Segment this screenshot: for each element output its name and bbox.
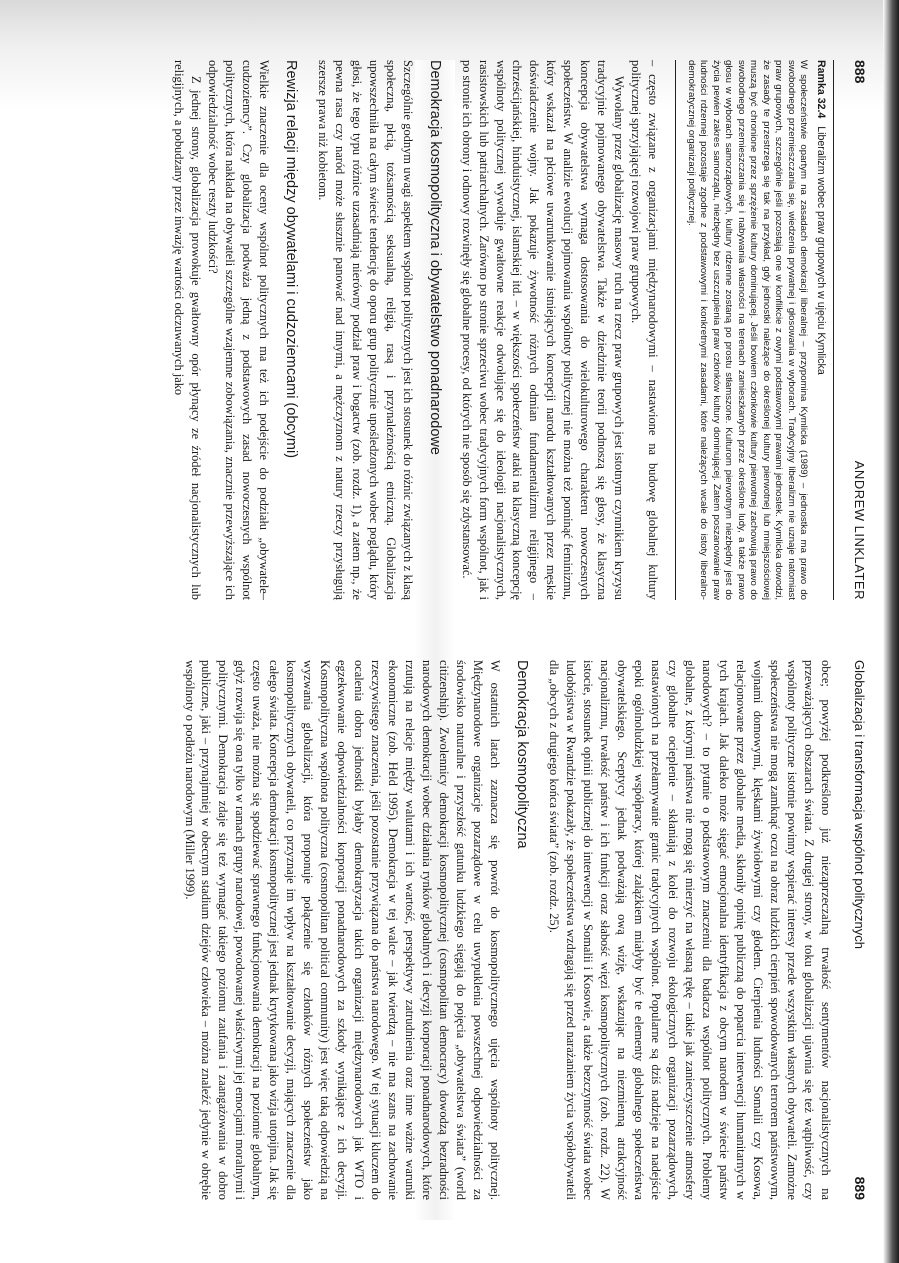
section-heading: Rewizja relacji między obywatelami i cudzoziemcami (obcymi) — [282, 60, 299, 459]
paragraph: Szczególnie godnym uwagi aspektem wspólnot politycznych jest ich stosunek do różnic związanych z klasą społeczną, płcią, tożsamością seksualną, religią, rasą i przynależnością etniczną. Globalizacja upowszechniła na całym świecie tendencję do oporu grup politycznie upośledzonych wobec poglądu, który głosi, że tego typu różnice uzasadniają nierówny podział praw i bogactw (zob. rozdz. 1), a zatem np., że pewna rasa czy naród może słusznie panować nad innymi, a mężczyznom z natury rzeczy przysługują szersze prawa niż kobietom. — [315, 60, 415, 600]
left-running-head — [850, 60, 869, 600]
paragraph: W ostatnich latach zaznacza się powrót do kosmopolitycznego ujęcia wspólnoty politycznej. Międzynarodowe organizacje pozarządowe w celu uwypuklenia powszechnej odpowiedzialności za środowisko naturalne i przyszłość gatunku ludzkiego sięgają do pojęcia „obywatelstwa świata” (world citizenship). Zwolennicy demokracji kosmopolitycznej (cosmopolitan democracy) dowodzą bezradności narodowych demokracji wobec działania rynków globalnych i decyzji korporacji ponadnarodowych, które rzutują na relacje między walutami i ich wartość, perspektywy zatrudnienia oraz inne ważne warunki ekonomiczne (zob. Held 1995). Demokracja w tej walce – jak twierdzą – nie ma szans na zachowanie rzeczywistego znaczenia, jeśli pozostanie przywiązana do państwa narodowego. W tej sytuacji kluczem do ocalenia dobra jednostki byłaby demokratyzacja takich organizacji międzynarodowych jak WTO i egzekwowanie odpowiedzialności korporacji ponadnarodowych za szkody wynikające z ich decyzji. Kosmopolityczna wspólnota polityczna (cosmopolitan political community) jest więc taką odpowiedzią na wyzwania globalizacji, która proponuje połączenie się członków różnych społeczeństw jako kosmopolitycznych obywateli, co przyznaje im wpływ na kształtowanie decyzji, mających znaczenie dla całego świata. Koncepcja demokracji kosmopolitycznej jest jednak krytykowana jako wizja utopijna. Jak się często uważa, nie można się spodziewać sprawnego funkcjonowania demokracji na poziomie globalnym, gdyż rozwija się ona tylko w ramach grupy narodowej, powodowanej właściwymi jej emocjami moralnymi i politycznymi. Demokracja zdaje się też wymagać takiego poziomu zaufania i zaangażowania w dobro publiczne, jaki – przynajmniej w obecnym stadium dziejów człowieka – można znaleźć jedynie w obrębie wspólnoty o podłożu narodowym (Miller 1999). — [182, 660, 503, 1200]
text-box-32-4 — [675, 60, 833, 600]
box-label: Ramka 32.4 — [814, 60, 827, 119]
paragraph: Wywołany przez globalizację masowy ruch na rzecz praw grupowych jest istotnym czynnikiem kryzysu tradycyjnie pojmowanego obywatelstwa. Także w dziedzinie teorii podnoszą się głosy, że klasyczna koncepcja obywatelstwa wymaga dostosowania do wielokulturowego charakteru nowoczesnych społeczeństw. W analizie ewolucji pojmowania wspólnoty politycznej nie można też pominąć feminizmu, który wskazał na płciowe uwarunkowanie istniejących koncepcji narodu kształtowanych przez męskie doświadczenie wojny. Jak pokazuje żywotność różnych odmian fundamentalizmu religijnego – chrześcijańskiej, hinduistycznej, islamskiej itd. – w większości społeczeństw ataki na klasyczną koncepcję wspólnoty politycznej wywołuje gwałtowne reakcje odwołujące się do ideologii nacjonalistycznych, rasistowskich lub patriarchalnych. Zarówno po stronie sprzeciwu wobec tradycyjnych form wspólnot, jak i po stronie ich obrony i odnowy rozwinęły się globalne procesy, od których nie sposób się zdystansować. — [459, 60, 627, 600]
left-page — [29, 60, 869, 600]
section-heading: Demokracja kosmopolityczna i obywatelstwo ponadnarodowe — [426, 60, 443, 455]
right-running-head — [850, 660, 869, 1200]
running-author: ANDREW LINKLATER — [852, 460, 867, 600]
box-body: W społeczeństwie opartym na zasadach demokracji liberalnej – przypomina Kymlicka (1989) – jednostka ma prawo do swobodnego przemieszczania się, wiedzenia prywatnej i głosowania w wyborach. Tradycyjny liberalizm nie uznaje natomiast praw grupowych, szczególnie jeśli pozostają one w konflikcie z owymi podstawowymi prawami jednostek. Kymlicka dowodzi, że zasady te przestrzega się tak na przykład, gdy jednostki należące do określonej kultury pierwotnej lub mniejszościowej muszą być chronione przez sprzężenie kultury dominującej. Jeśli bowiem członkowie kultury pierwotnej zachowują prawo do swobodnego przemieszczania się i nabywania własności na terenach zamieszkanych przez określone ludy, a także prawo głosu w wyborach samorządowych, kultury rdzenne zostaną po prostu stłamszone. Kulturom pierwotnym niezbędny jest do życia pewien zakres samorządu, niezbędny bez uszczuplenia praw członków kultury dominującej. Zatem poszanowanie praw ludności rdzennej pozostaje zgodne z podstawowymi i konkretnymi zasadami, które należących wcale do istoty liberalno-demokratycznej organizacji politycznej. — [685, 60, 810, 600]
box-title — [813, 60, 827, 600]
section-heading: Demokracja kosmopolityczna — [514, 660, 531, 849]
box-heading: Liberalizm wobec praw grupowych w ujęciu Kymlicka — [814, 126, 827, 375]
paragraph: Z jednej strony, globalizacja prowokuje gwałtowny opór płynący ze źródeł nacjonalistycznych lub religijnych, a pobudzany przez inwazję wartości odczuwanych jako — [172, 60, 203, 600]
right-page — [29, 660, 869, 1200]
page-number-right: 889 — [852, 1176, 868, 1200]
running-title: Globalizacja i transformacja wspólnot politycznych — [852, 660, 867, 950]
page-number-left: 888 — [852, 60, 868, 84]
paragraph: Wielkie znaczenie dla oceny wspólnot politycznych ma też ich podejście do podziału „obywatele–cudzoziemcy”. Czy globalizacja podważa jedną z podstawowych zasad nowoczesnych wspólnot politycznych, która nakłada na obywateli szczególne wzajemne zobowiązania, znacznie przewyższające ich odpowiedzialność wobec reszty ludzkości? — [205, 60, 271, 600]
paragraph: – często związane z organizacjami międzynarodowymi – nastawione na budowę globalnej kultury politycznej sprzyjającej rozwojowi praw grupowych. — [629, 60, 661, 600]
paragraph: obce; powyżej podkreślono już niezaprzeczalną trwałość sentymentów nacjonalistycznych na przeważających obszarach świata. Z drugiej strony, w toku globalizacji ujawnia się też wątpliwość, czy wspólnoty polityczne istotnie powinny wspierać interesy przede wszystkim własnych obywateli. Zamożne społeczeństwa nie mogą zamknąć oczu na obraz ludzkich cierpień spowodowanych terrorem państwowym, wojnami domowymi, klęskami żywiołowymi czy głodem. Cierpienia ludności Somalii czy Kosowa, relacjonowane przez globalne media, skłoniły opinię publiczną do poparcia interwencji humanitarnych w tych krajach. Jak daleko może sięgać emocjonalna identyfikacja z obcym narodem w świecie państw narodowych? – to pytanie o podstawowym znaczeniu dla badacza wspólnot politycznych. Problemy globalne, z którymi państwa nie mogą się mierzyć na własną rękę – takie jak zanieczyszczenie atmosfery czy globalne ocieplenie – skłaniają z kolei do rozwoju ekologicznych organizacji pozarządowych, nastawionych na przełamywanie granic tradycyjnych wspólnot. Popularne są dziś nadzieje na nadejście epoki ogólnoludzkiej współpracy, której zalążkiem miałyby być te elementy globalnego społeczeństwa obywatelskiego. Sceptycy jednak podważają ową wizję, wskazując na niezmienną atrakcyjność nacjonalizmu, trwałość państw i ich funkcji oraz słabość więzi kosmopolitycznych (zob. rozdz. 22). W istocie, stosunek opinii publicznej do interwencji w Somalii i Kosowie, a także bezczynność świata wobec ludobójstwa w Rwandzie pokazały, że społeczeństwa wzdragają się przed narażaniem życia współobywateli dla „obcych z drugiego końca świata” (zob. rozdz. 25). — [547, 660, 833, 1200]
